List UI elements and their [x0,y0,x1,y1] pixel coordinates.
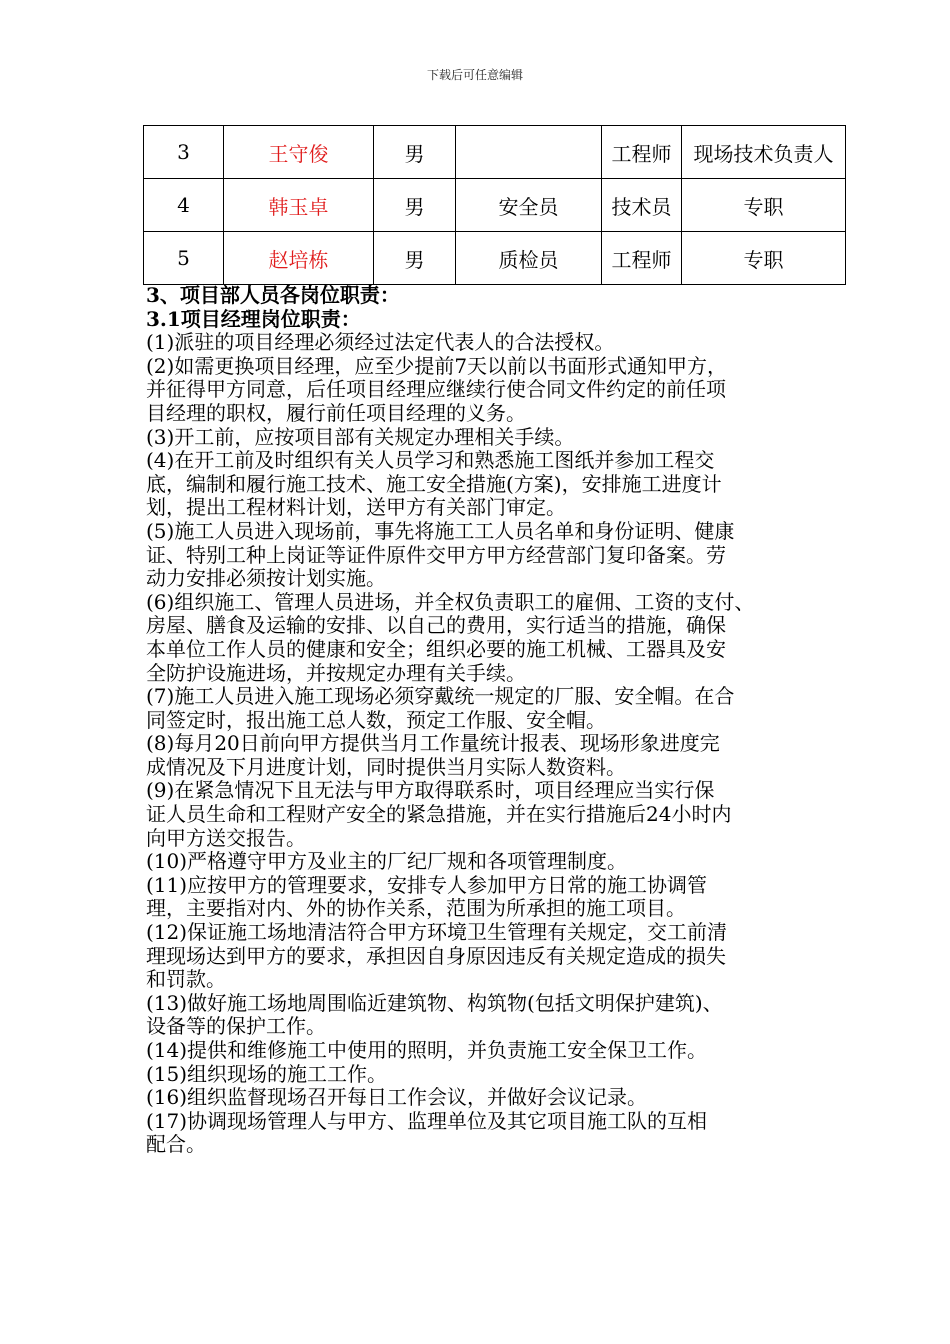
staff-gender: 男 [374,232,456,285]
table-row [144,179,846,232]
staff-duty: 专职 [682,179,846,232]
staff-table [143,125,846,285]
text-line: (11)应按甲方的管理要求，安排专人参加甲方日常的施工协调管 [146,872,708,897]
text-line: (2)如需更换项目经理，应至少提前7天以前以书面形式通知甲方， [146,353,728,378]
text-line: 并征得甲方同意，后任项目经理应继续行使合同文件约定的前任项 [146,377,726,402]
text-line: (1)派驻的项目经理必须经过法定代表人的合法授权。 [146,330,615,355]
staff-position: 安全员 [456,179,602,232]
text-line: 本单位工作人员的健康和安全；组织必要的施工机械、工器具及安 [146,636,726,661]
text-line: (8)每月20日前向甲方提供当月工作量统计报表、现场形象进度完 [146,731,720,756]
staff-name: 赵培栋 [224,232,374,285]
text-line: 底，编制和履行施工技术、施工安全措施(方案)，安排施工进度计 [146,471,722,496]
staff-duty: 专职 [682,232,846,285]
staff-duty: 现场技术负责人 [682,126,846,179]
staff-title: 工程师 [602,232,682,285]
text-line: (3)开工前，应按项目部有关规定办理相关手续。 [146,424,575,449]
text-line: 向甲方送交报告。 [146,825,306,850]
text-line: 配合。 [146,1132,206,1157]
table-row [144,126,846,179]
staff-title: 工程师 [602,126,682,179]
staff-position: 质检员 [456,232,602,285]
text-line: 证、特别工种上岗证等证件原件交甲方甲方经营部门复印备案。劳 [146,542,726,567]
text-line: (9)在紧急情况下且无法与甲方取得联系时，项目经理应当实行保 [146,778,715,803]
text-line: 目经理的职权，履行前任项目经理的义务。 [146,400,526,425]
text-line: 动力安排必须按计划实施。 [146,566,386,591]
page-header: 下载后可任意编辑 [426,68,523,82]
text-line: (14)提供和维修施工中使用的照明，并负责施工安全保卫工作。 [146,1038,708,1062]
text-line: 设备等的保护工作。 [146,1014,326,1039]
duties-content [146,284,858,1157]
text-line: (12)保证施工场地清洁符合甲方环境卫生管理有关规定，交工前清 [146,920,728,945]
staff-gender: 男 [374,179,456,232]
staff-gender: 男 [374,126,456,179]
text-line: (16)组织监督现场召开每日工作会议，并做好会议记录。 [146,1085,648,1110]
row-number: 4 [144,179,224,232]
staff-title: 技术员 [602,179,682,232]
table-row [144,232,846,285]
staff-name: 韩玉卓 [224,179,374,232]
text-line: (17)协调现场管理人与甲方、监理单位及其它项目施工队的互相 [146,1108,708,1133]
text-line: 同签定时，报出施工总人数，预定工作服、安全帽。 [146,707,606,732]
text-line: 理现场达到甲方的要求，承担因自身原因违反有关规定造成的损失 [146,943,726,968]
text-line: (7)施工人员进入施工现场必须穿戴统一规定的厂服、安全帽。在合 [146,684,735,709]
section-heading: 3、项目部人员各岗位职责： [146,283,400,307]
row-number: 3 [144,126,224,179]
row-number: 5 [144,232,224,285]
text-line: (4)在开工前及时组织有关人员学习和熟悉施工图纸并参加工程交 [146,448,715,473]
text-line: 和罚款。 [146,967,226,992]
staff-position [456,126,602,179]
subsection-heading: 3.1项目经理岗位职责： [146,306,361,331]
text-line: 理，主要指对内、外的协作关系，范围为所承担的施工项目。 [146,896,686,921]
text-line: (5)施工人员进入现场前，事先将施工工人员名单和身份证明、健康 [146,518,735,543]
text-line: 房屋、膳食及运输的安排、以自己的费用，实行适当的措施，确保 [146,613,726,638]
text-line: (10)严格遵守甲方及业主的厂纪厂规和各项管理制度。 [146,849,628,874]
text-line: 成情况及下月进度计划，同时提供当月实际人数资料。 [146,754,626,779]
staff-name: 王守俊 [224,126,374,179]
text-line: 证人员生命和工程财产安全的紧急措施，并在实行措施后24小时内 [146,802,732,827]
text-line: (13)做好施工场地周围临近建筑物、构筑物(包括文明保护建筑)、 [146,990,723,1015]
text-line: (15)组织现场的施工工作。 [146,1061,388,1086]
text-line: (6)组织施工、管理人员进场，并全权负责职工的雇佣、工资的支付、 [146,589,755,614]
text-line: 划，提出工程材料计划，送甲方有关部门审定。 [146,495,566,520]
text-line: 全防护设施进场，并按规定办理有关手续。 [146,660,526,685]
